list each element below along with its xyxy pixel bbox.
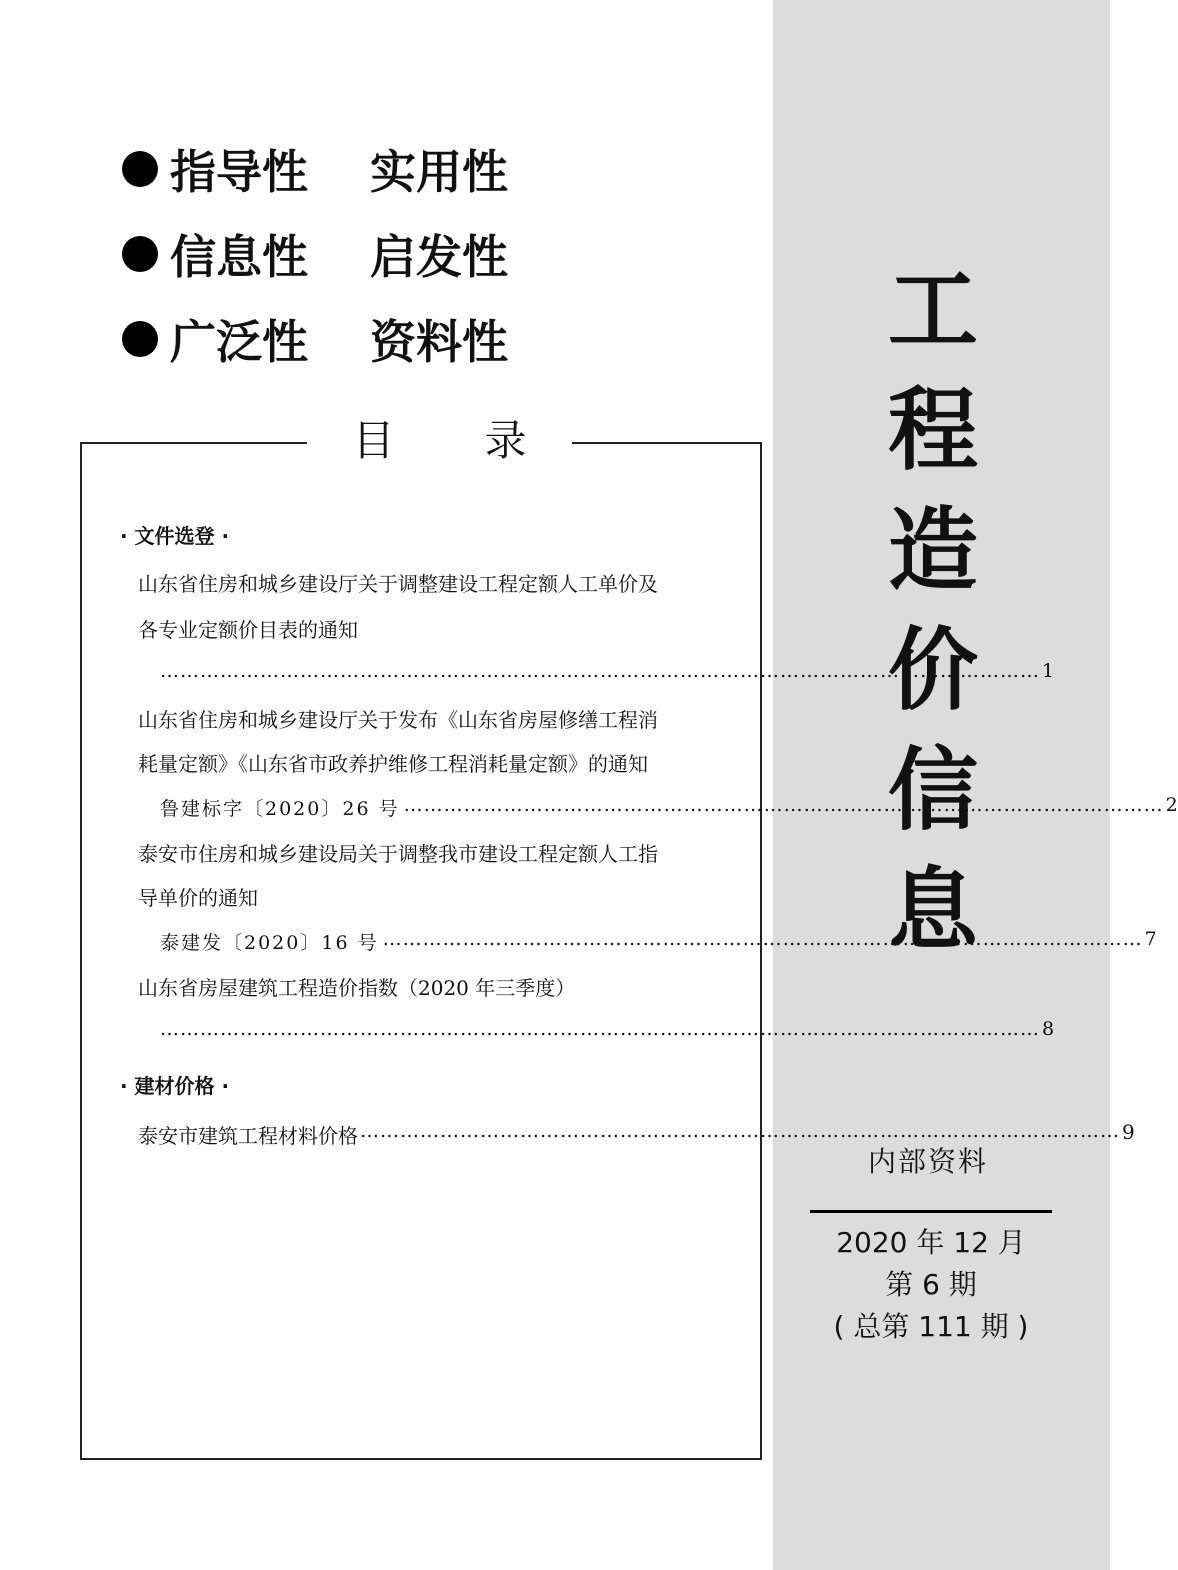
issue-number: 第 6 期 — [885, 1268, 977, 1301]
journal-title-char: 息 — [888, 857, 978, 963]
slogan-text: 资料性 — [370, 314, 508, 369]
toc-entry-line[interactable]: 山东省房屋建筑工程造价指数（2020 年三季度） — [138, 976, 576, 1000]
issue-total: ( 总第 111 期 ) — [833, 1310, 1029, 1343]
toc-entry-line[interactable]: 耗量定额》《山东省市政养护维修工程消耗量定额》的通知 — [138, 752, 648, 776]
slogan-text: 信息性 — [170, 229, 308, 284]
toc-page-number: 1 — [1042, 660, 1055, 682]
toc-section-heading: · 文件选登 · — [120, 524, 230, 548]
toc-page-number: 9 — [1122, 1120, 1135, 1144]
toc-doc-number: 鲁建标字〔2020〕26 号 — [160, 798, 400, 820]
issue-date: 2020 年 12 月 — [836, 1226, 1026, 1259]
slogan-text: 指导性 — [170, 144, 308, 199]
leader-dots: …………………………………………………………………………………………………… — [360, 1120, 1120, 1142]
leader-dots: …………………………………………………………………………………………………… — [382, 928, 1143, 950]
toc-entry-line[interactable]: 各专业定额价目表的通知 — [138, 618, 358, 642]
slogan-text: 实用性 — [370, 144, 508, 199]
toc-page-number: 2 — [1165, 794, 1178, 816]
journal-title-char: 价 — [888, 617, 978, 723]
internal-material-label: 内部资料 — [868, 1145, 989, 1178]
slogan-text: 广泛性 — [170, 314, 308, 369]
slogan-row — [122, 126, 508, 211]
toc-entry-line[interactable]: 山东省住房和城乡建设厅关于发布《山东省房屋修缮工程消 — [138, 708, 658, 732]
journal-title-char: 造 — [888, 497, 978, 603]
toc-entry-line[interactable]: 泰安市建筑工程材料价格 — [138, 1124, 358, 1148]
leader-dots: …………………………………………………………………………………………………………………… — [160, 1018, 1040, 1040]
toc-title-char: 录 — [484, 416, 527, 465]
leader-dots: …………………………………………………………………………………………………………………… — [160, 660, 1040, 682]
toc-leader — [160, 660, 1055, 682]
issue-info — [810, 1222, 1052, 1348]
toc-title — [307, 412, 572, 470]
toc-leader — [160, 928, 1157, 955]
slogan-row — [122, 296, 508, 381]
toc-entry-line[interactable]: 泰安市住房和城乡建设局关于调整我市建设工程定额人工指 — [138, 842, 658, 866]
slogan-row — [122, 211, 508, 296]
toc-leader[interactable] — [138, 1120, 1135, 1149]
bullet-icon — [122, 236, 158, 272]
toc-page-number: 7 — [1144, 928, 1157, 950]
toc-title-char: 目 — [352, 416, 395, 465]
journal-title-char: 工 — [888, 257, 978, 363]
toc-section-heading: · 建材价格 · — [120, 1074, 230, 1098]
slogan-block — [122, 126, 508, 381]
divider — [810, 1210, 1052, 1213]
toc-leader — [160, 1018, 1055, 1040]
leader-dots: …………………………………………………………………………………………………… — [403, 794, 1164, 816]
toc-entry-line[interactable]: 导单价的通知 — [138, 886, 258, 910]
journal-title-char: 程 — [888, 377, 978, 483]
toc-entry-line[interactable]: 山东省住房和城乡建设厅关于调整建设工程定额人工单价及 — [138, 572, 658, 596]
journal-title-char: 信 — [888, 737, 978, 843]
slogan-text: 启发性 — [370, 229, 508, 284]
journal-title — [878, 250, 988, 970]
toc-doc-number: 泰建发〔2020〕16 号 — [160, 932, 379, 954]
toc-page-number: 8 — [1042, 1018, 1055, 1040]
bullet-icon — [122, 321, 158, 357]
bullet-icon — [122, 151, 158, 187]
toc-leader — [160, 794, 1178, 821]
